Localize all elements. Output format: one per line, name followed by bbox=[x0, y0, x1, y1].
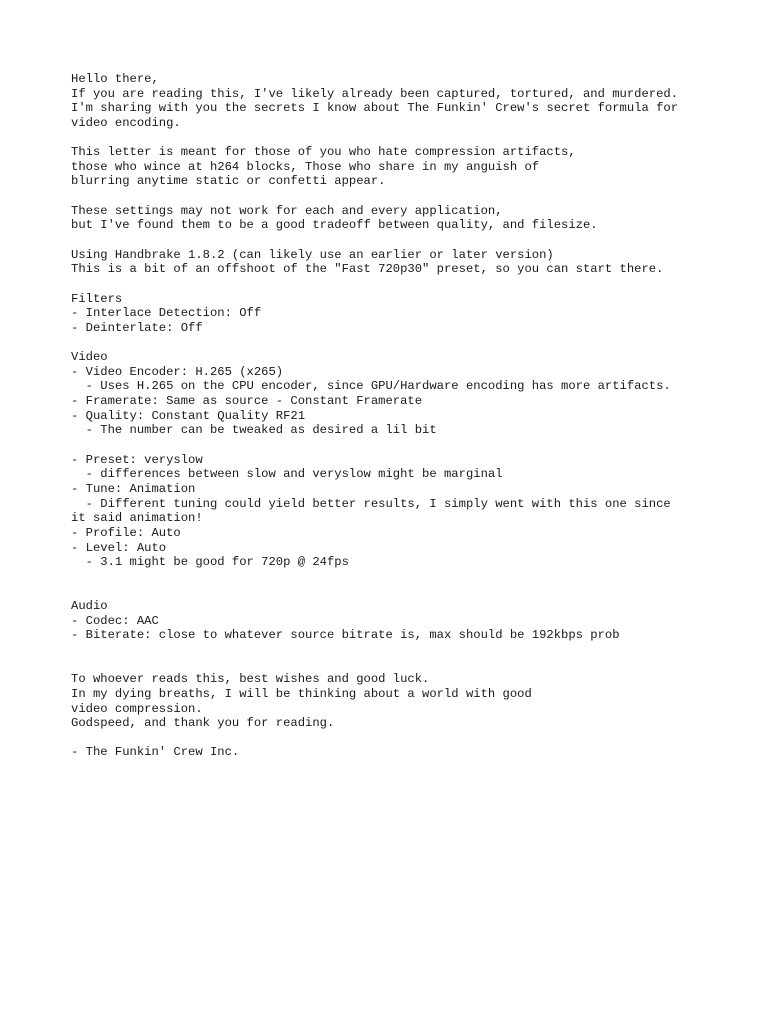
text-line: - differences between slow and veryslow might be marginal bbox=[71, 467, 503, 482]
section-heading-audio: Audio bbox=[71, 599, 108, 614]
blank-line bbox=[71, 438, 731, 453]
text-line: - The number can be tweaked as desired a lil bit bbox=[71, 423, 437, 438]
blank-line bbox=[71, 584, 731, 599]
text-line: Godspeed, and thank you for reading. bbox=[71, 716, 335, 731]
text-line: - Video Encoder: H.265 (x265) bbox=[71, 364, 284, 379]
text-line: - Tune: Animation bbox=[71, 481, 196, 496]
text-line: - Deinterlate: Off bbox=[71, 320, 203, 335]
document-page bbox=[71, 72, 731, 760]
text-line: video compression. bbox=[71, 701, 203, 716]
blank-line bbox=[71, 131, 731, 146]
text-line: - Uses H.265 on the CPU encoder, since GPU/Hardware encoding has more artifacts. bbox=[71, 379, 671, 394]
text-line: - Level: Auto bbox=[71, 540, 167, 555]
blank-line bbox=[71, 277, 731, 292]
text-line: In my dying breaths, I will be thinking about a world with good bbox=[71, 686, 532, 701]
blank-line bbox=[71, 658, 731, 673]
blank-line bbox=[71, 189, 731, 204]
text-line: - Framerate: Same as source - Constant Framerate bbox=[71, 394, 423, 409]
text-line: This is a bit of an offshoot of the "Fast 720p30" preset, so you can start there. bbox=[71, 262, 664, 277]
text-line: - Codec: AAC bbox=[71, 613, 159, 628]
blank-line bbox=[71, 336, 731, 351]
text-line: I'm sharing with you the secrets I know about The Funkin' Crew's secret formula for bbox=[71, 101, 679, 116]
blank-line bbox=[71, 643, 731, 658]
text-line: - 3.1 might be good for 720p @ 24fps bbox=[71, 555, 349, 570]
text-line: - Biterate: close to whatever source bitrate is, max should be 192kbps prob bbox=[71, 628, 620, 643]
text-line: - Quality: Constant Quality RF21 bbox=[71, 408, 306, 423]
text-line: - Profile: Auto bbox=[71, 525, 181, 540]
text-line: - Preset: veryslow bbox=[71, 452, 203, 467]
text-line: These settings may not work for each and every application, bbox=[71, 203, 503, 218]
text-line: - Different tuning could yield better results, I simply went with this one since bbox=[71, 496, 671, 511]
text-line: - Interlace Detection: Off bbox=[71, 306, 262, 321]
text-line: blurring anytime static or confetti appear. bbox=[71, 174, 386, 189]
blank-line bbox=[71, 731, 731, 746]
text-line: but I've found them to be a good tradeoff between quality, and filesize. bbox=[71, 218, 598, 233]
blank-line bbox=[71, 570, 731, 585]
text-line: those who wince at h264 blocks, Those who share in my anguish of bbox=[71, 159, 540, 174]
section-heading-video: Video bbox=[71, 350, 108, 365]
section-heading-filters: Filters bbox=[71, 291, 123, 306]
blank-line bbox=[71, 233, 731, 248]
text-line: Hello there, bbox=[71, 72, 159, 86]
text-line: video encoding. bbox=[71, 115, 181, 130]
text-line: This letter is meant for those of you who hate compression artifacts, bbox=[71, 145, 576, 160]
text-line: Using Handbrake 1.8.2 (can likely use an earlier or later version) bbox=[71, 247, 554, 262]
text-line: To whoever reads this, best wishes and good luck. bbox=[71, 672, 430, 687]
text-line: If you are reading this, I've likely already been captured, tortured, and murdered. bbox=[71, 86, 679, 101]
text-line: it said animation! bbox=[71, 511, 203, 526]
signature-line: - The Funkin' Crew Inc. bbox=[71, 745, 240, 760]
